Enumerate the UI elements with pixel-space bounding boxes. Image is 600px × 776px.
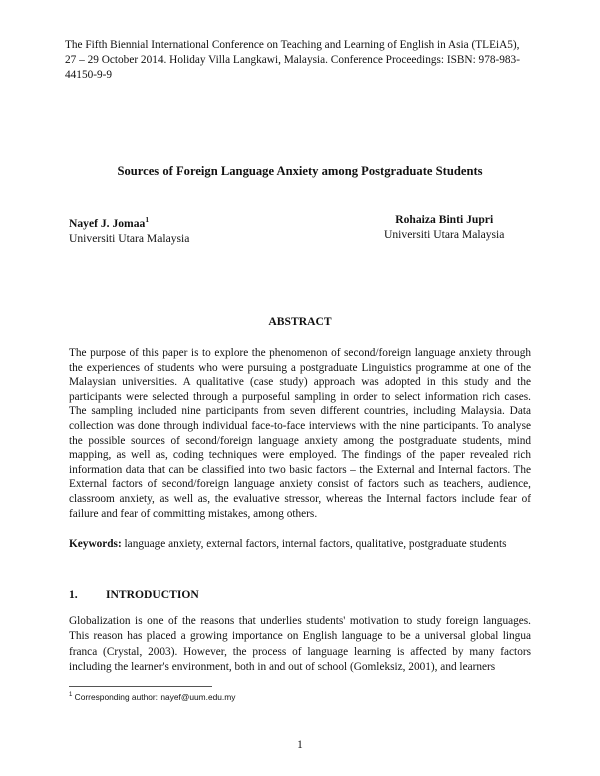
keywords-label: Keywords: <box>69 538 122 550</box>
section-number: 1. <box>69 588 78 601</box>
abstract-text: The purpose of this paper is to explore the phenomenon of second/foreign language anxiety through the experiences of students who were pursuing a postgraduate Linguistics programme at one of the Malaysian universities. A qualitative (case study) approach was adopted in this study and the participants were selected through a purposeful sampling in order to select information rich cases. The sampling included nine participants from seven different countries, including Malaysia. Data collection was done through individual face-to-face interviews with the nine participants. To analyse the possible sources of second/foreign language anxiety among the postgraduate students, mind mapping, as well as, coding techniques were employed. The findings of the paper revealed rich information data that can be classified into two basic factors – the External and Internal factors. The External factors of second/foreign language anxiety consist of factors such as teachers, audience, classroom anxiety, as well as, the evaluative stressor, whereas the Internal factors include fear of failure and fear of committing mistakes, among others. <box>69 347 531 520</box>
introduction-text: Globalization is one of the reasons that underlies students' motivation to study foreign languages. This reason has placed a growing importance on English language to be a universal global lingua franca (Crystal, 2003). However, the process of language learning is affected by many factors including the learner's environment, both in and out of school (Gomleksiz, 2001), and learners <box>69 615 531 674</box>
footnote <box>69 692 235 702</box>
footnote-divider <box>69 686 212 687</box>
paper-title: Sources of Foreign Language Anxiety among Postgraduate Students <box>117 164 483 178</box>
author-footnote-mark: 1 <box>145 215 150 224</box>
author-affiliation-2: Universiti Utara Malaysia <box>384 228 505 241</box>
keywords-line <box>69 538 539 550</box>
footnote-text: Corresponding author: nayef@uum.edu.my <box>72 692 236 702</box>
author-name-2: Rohaiza Binti Jupri <box>395 213 494 226</box>
author-name-text-1: Nayef J. Jomaa <box>69 216 146 230</box>
header-line-1: The Fifth Biennial International Conference on Teaching and Learning of English in Asia (TLEiA5), <box>65 39 520 51</box>
section-title: INTRODUCTION <box>106 588 199 601</box>
conference-header <box>65 38 545 83</box>
footnote-mark: 1 <box>69 692 73 699</box>
author-affiliation-1: Universiti Utara Malaysia <box>69 231 190 245</box>
header-line-3: 44150-9-9 <box>65 69 113 81</box>
keywords-text: language anxiety, external factors, internal factors, qualitative, postgraduate students <box>121 538 507 550</box>
section-heading <box>69 588 199 601</box>
header-line-2: 27 – 29 October 2014. Holiday Villa Langkawi, Malaysia. Conference Proceedings: ISBN: 978-983- <box>65 54 520 66</box>
author-name-1 <box>69 212 189 231</box>
author-block-1 <box>69 212 189 246</box>
page-number: 1 <box>297 739 303 751</box>
abstract-heading: ABSTRACT <box>268 315 332 328</box>
author-block-2 <box>384 212 504 242</box>
